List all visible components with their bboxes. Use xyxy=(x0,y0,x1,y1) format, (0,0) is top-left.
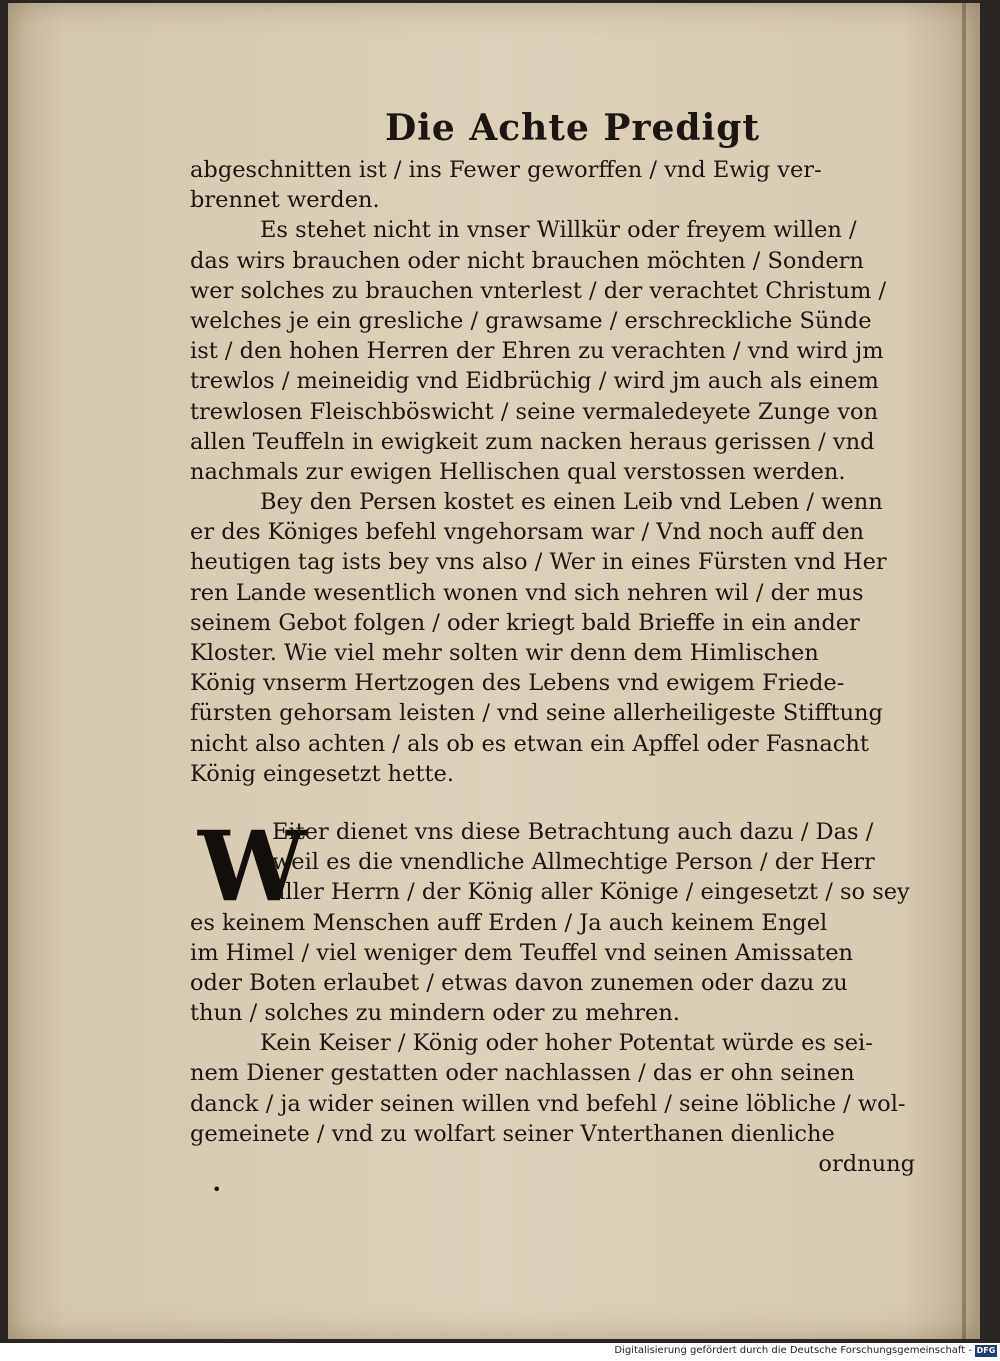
text-line: thun / solches zu mindern oder zu mehren. xyxy=(190,1000,680,1027)
text-line: welches je ein gresliche / grawsame / erschreckliche Sünde xyxy=(190,307,872,334)
text-line: ren Lande wesentlich wonen vnd sich nehren wil / der mus xyxy=(190,579,864,606)
text-line: nicht also achten / als ob es etwan ein Apffel oder Fasnacht xyxy=(190,730,869,757)
text-line: er des Königes befehl vngehorsam war / Vnd noch auff den xyxy=(190,519,865,546)
page-text-block xyxy=(190,103,915,1179)
paragraph-3 xyxy=(190,487,915,789)
catchword: ordnung xyxy=(818,1151,915,1177)
text-line: im Himel / viel weniger dem Teuffel vnd seinen Amissaten xyxy=(190,939,854,966)
text-line: trewlos / meineidig vnd Eidbrüchig / wird jm auch als einem xyxy=(190,368,879,395)
paragraph-5 xyxy=(190,1028,915,1179)
footer-bar xyxy=(0,1343,1000,1361)
text-line: trewlosen Fleischböswicht / seine vermaledeyete Zunge von xyxy=(190,398,879,425)
text-line: König vnserm Hertzogen des Lebens vnd ewigem Friede- xyxy=(190,670,845,697)
text-line: brennet werden. xyxy=(190,187,380,214)
text-line: Bey den Persen kostet es einen Leib vnd Leben / wenn xyxy=(260,489,883,516)
page-edge-shadow xyxy=(962,3,966,1339)
text-line: nachmals zur ewigen Hellischen qual verstossen werden. xyxy=(190,458,846,485)
text-line: gemeinete / vnd zu wolfart seiner Vnterthanen dienliche xyxy=(190,1120,835,1147)
text-line: Kein Keiser / König oder hoher Potentat würde es sei- xyxy=(260,1030,873,1057)
text-line: Es stehet nicht in vnser Willkür oder freyem willen / xyxy=(260,217,857,244)
text-line: weil es die vnendliche Allmechtige Person / der Herr xyxy=(272,849,875,876)
text-line: abgeschnitten ist / ins Fewer geworffen / vnd Ewig ver- xyxy=(190,157,822,183)
page-mark: • xyxy=(212,1180,222,1199)
paragraph-2 xyxy=(190,215,915,487)
text-line: ist / den hohen Herren der Ehren zu verachten / vnd wird jm xyxy=(190,338,884,365)
text-line: oder Boten erlaubet / etwas davon zunemen oder dazu zu xyxy=(190,969,848,996)
text-line: Kloster. Wie viel mehr solten wir denn dem Himlischen xyxy=(190,640,819,666)
text-line: nem Diener gestatten oder nachlassen / das er ohn seinen xyxy=(190,1060,855,1087)
text-line: es keinem Menschen auff Erden / Ja auch keinem Engel xyxy=(190,909,828,936)
text-line: wer solches zu brauchen vnterlest / der verachtet Christum / xyxy=(190,277,887,304)
text-line: heutigen tag ists bey vns also / Wer in eines Fürsten vnd Her xyxy=(190,549,887,576)
text-line: fürsten gehorsam leisten / vnd seine allerheiligeste Stifftung xyxy=(190,700,883,727)
paragraph-4 xyxy=(190,809,915,1028)
text-line: seinem Gebot folgen / oder kriegt bald Brieffe in ein ander xyxy=(190,609,860,636)
paragraph-1 xyxy=(190,155,915,215)
dfg-logo-icon: DFG xyxy=(976,1346,996,1355)
text-line: aller Herrn / der König aller Könige / eingesetzt / so sey xyxy=(272,879,910,906)
text-line: Eiter dienet vns diese Betrachtung auch dazu / Das / xyxy=(272,818,874,845)
funding-credit: Digitalisierung gefördert durch die Deutsche Forschungsgemeinschaft - xyxy=(614,1345,972,1356)
text-line: König eingesetzt hette. xyxy=(190,760,455,787)
running-title: Die Achte Predigt xyxy=(384,107,760,149)
text-line: danck / ja wider seinen willen vnd befehl / seine löbliche / wol- xyxy=(190,1090,906,1117)
text-line: das wirs brauchen oder nicht brauchen möchten / Sondern xyxy=(190,247,864,274)
text-line: allen Teuffeln in ewigkeit zum nacken heraus gerissen / vnd xyxy=(190,428,875,455)
decorated-initial: W xyxy=(198,809,306,923)
